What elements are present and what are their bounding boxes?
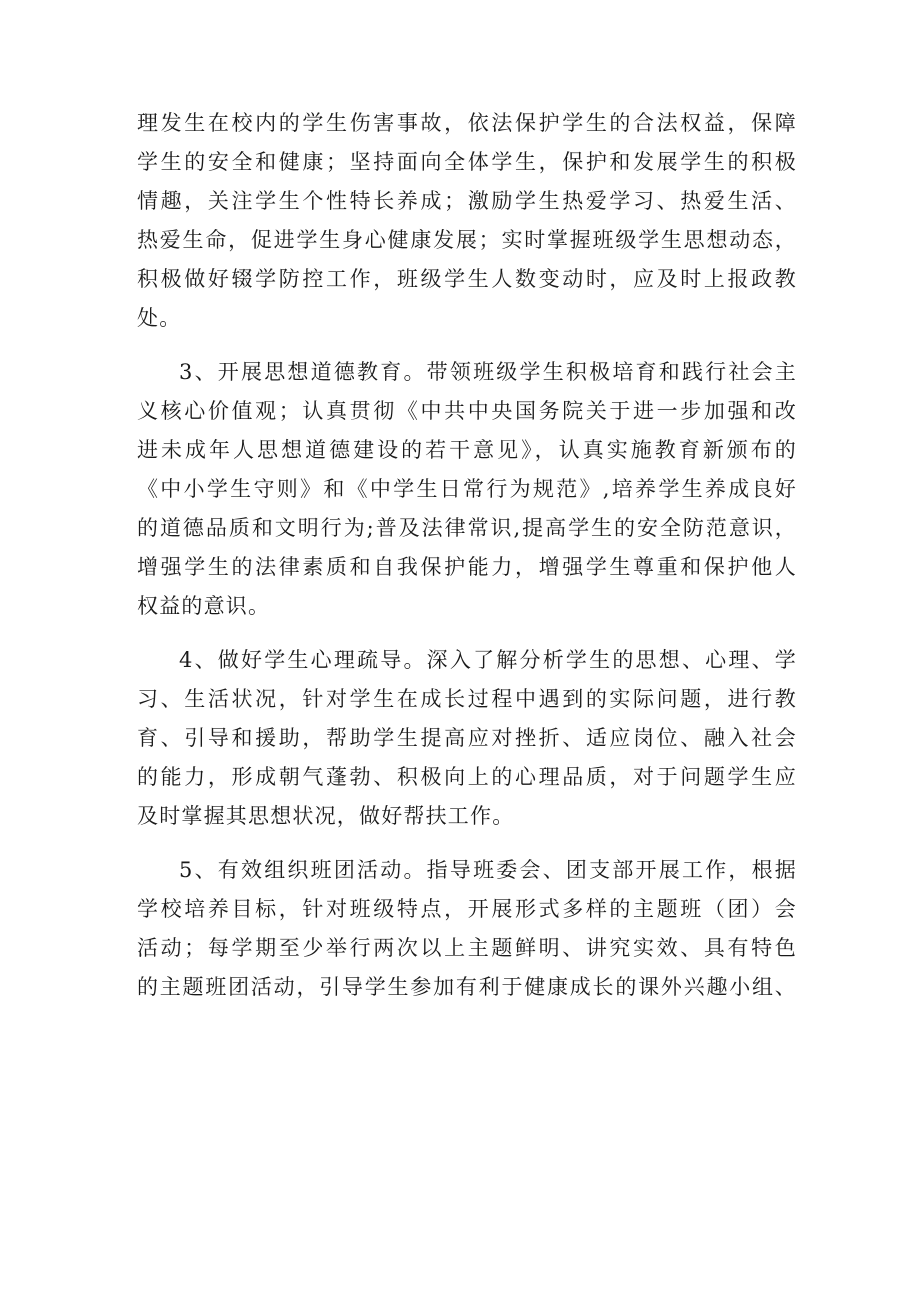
text-line: 理发生在校内的学生伤害事故，依法保护学生的合法权益，保障 — [137, 111, 797, 135]
paragraph-4 — [137, 851, 797, 1007]
text-line: 的能力，形成朝气蓬勃、积极向上的心理品质，对于问题学生应 — [137, 765, 797, 789]
paragraph-2 — [137, 353, 797, 626]
text-line: 学生的安全和健康；坚持面向全体学生，保护和发展学生的积极 — [137, 150, 797, 174]
text-line: 权益的意识。 — [137, 594, 271, 618]
document-body — [137, 104, 797, 1022]
text-line: 3、开展思想道德教育。带领班级学生积极培育和践行社会主 — [179, 360, 797, 384]
text-line: 及时掌握其思想状况，做好帮扶工作。 — [137, 804, 515, 828]
text-line: 处。 — [137, 306, 182, 330]
text-line: 5、有效组织班团活动。指导班委会、团支部开展工作，根据 — [179, 858, 797, 882]
text-line: 情趣，关注学生个性特长养成；激励学生热爱学习、热爱生活、 — [137, 189, 797, 213]
text-line: 的主题班团活动，引导学生参加有利于健康成长的课外兴趣小组、 — [137, 975, 797, 999]
text-line: 进未成年人思想道德建设的若干意见》，认真实施教育新颁布的 — [137, 438, 797, 462]
text-line: 增强学生的法律素质和自我保护能力，增强学生尊重和保护他人 — [137, 555, 797, 579]
text-line: 义核心价值观；认真贯彻《中共中央国务院关于进一步加强和改 — [137, 399, 797, 423]
text-line: 积极做好辍学防控工作，班级学生人数变动时，应及时上报政教 — [137, 267, 797, 291]
text-line: 4、做好学生心理疏导。深入了解分析学生的思想、心理、学 — [179, 648, 797, 672]
text-line: 的道德品质和文明行为;普及法律常识,提高学生的安全防范意识， — [137, 516, 797, 540]
paragraph-3 — [137, 641, 797, 836]
text-line: 育、引导和援助，帮助学生提高应对挫折、适应岗位、融入社会 — [137, 726, 797, 750]
text-line: 习、生活状况，针对学生在成长过程中遇到的实际问题，进行教 — [137, 687, 797, 711]
text-line: 学校培养目标，针对班级特点，开展形式多样的主题班（团）会 — [137, 897, 797, 921]
text-line: 活动；每学期至少举行两次以上主题鲜明、讲究实效、具有特色 — [137, 936, 797, 960]
text-line: 热爱生命，促进学生身心健康发展；实时掌握班级学生思想动态， — [137, 228, 797, 252]
paragraph-1 — [137, 104, 797, 338]
text-line: 《中小学生守则》和《中学生日常行为规范》,培养学生养成良好 — [137, 477, 797, 501]
